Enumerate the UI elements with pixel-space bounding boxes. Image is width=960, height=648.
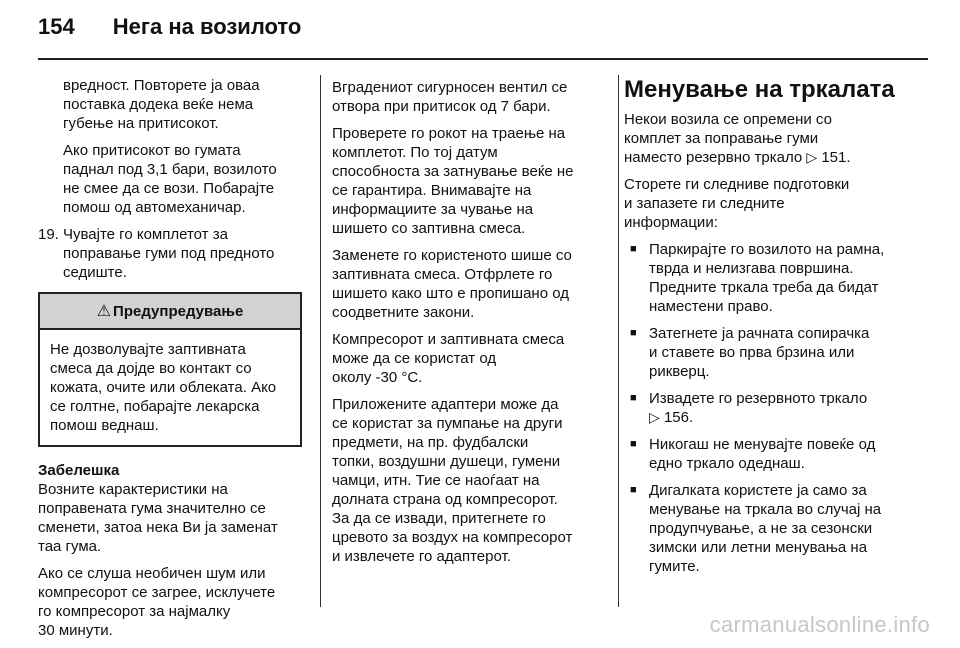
right-column <box>624 76 904 584</box>
temperature-paragraph: Компресорот и заптивната смеса може да се користат од околу -30 °C. <box>332 331 565 386</box>
column-divider-left <box>320 75 321 607</box>
valve-paragraph: Вградениот сигурносен вентил се отвора при притисок од 7 бари. <box>332 79 568 115</box>
step-text: Чувајте го комплетот за поправање гуми под предното седиште. <box>63 226 275 281</box>
warning-box <box>38 292 302 447</box>
header-divider <box>38 58 928 60</box>
watermark: carmanualsonline.info <box>709 612 930 637</box>
page-header <box>38 14 301 50</box>
preparation-paragraph: Сторете ги следниве подготовки и запазете ги следните информации: <box>624 176 850 231</box>
bullet-square-icon: ■ <box>630 327 637 339</box>
left-column <box>38 76 306 648</box>
page-reference-icon: ▷ <box>806 149 818 165</box>
bullet-square-icon: ■ <box>630 392 637 404</box>
note-paragraph-1: Возните карактеристики на поправената гума значително се сменети, затоа нека Ви ја заменат таа гума. <box>38 481 278 555</box>
note-title: Забелешка <box>38 462 120 479</box>
section-title: Менување на тркалата <box>624 76 895 103</box>
step-number: 19. <box>38 226 59 243</box>
replace-bottle-paragraph: Заменете го користеното шише со заптивната смеса. Отфрлете го шишето како што е пропишано од соодветните закони. <box>332 247 572 321</box>
warning-text: Не дозволувајте заптивната смеса да дојде во контакт со кожата, очите или облеката. Ако се голтне, побарајте лекарска помош веднаш. <box>50 341 277 434</box>
list-item: ■ Паркирајте го возилото на рамна, тврда и нелизгава површина. Предните тркала треба да бидат наместени право. <box>624 240 904 316</box>
step-19 <box>38 225 306 282</box>
expiry-paragraph: Проверете го рокот на траење на комплетот. По тој датум способноста за затнување веќе не се гарантира. Внимавајте на информациите за чување на шишето со заптивна смеса. <box>332 125 574 237</box>
page-title: Нега на возилото <box>112 14 302 39</box>
warning-icon: ⚠ <box>96 303 112 320</box>
warning-header <box>40 294 300 330</box>
list-item: ■ Дигалката користете ја само за менување на тркала во случај на продупчување, а не за сезонски зимски или летни менувања на гумите. <box>624 481 904 576</box>
adapters-paragraph: Приложените адаптери може да се користат за пумпање на други предмети, на пр. фудбалски топки, воздушни душеци, гумени чамци, итн. Тие се наоѓаат на долната страна од компресорот. За да се извади, притегнете го цревото за воздух на компресорот и извлечете го адаптерот. <box>332 396 573 565</box>
list-item: ■ Извадете го резервното тркало ▷ 156. <box>624 389 904 427</box>
middle-column <box>332 78 604 574</box>
page-reference-link[interactable]: 156. <box>663 409 694 426</box>
note-paragraph-2: Ако се слуша необичен шум или компресорот се загрее, исклучете го компресорот за најмалку 30 минути. <box>38 565 276 639</box>
bullet-square-icon: ■ <box>630 438 637 450</box>
warning-title: Предупредување <box>113 303 244 320</box>
page-reference-icon: ▷ <box>649 409 660 425</box>
intro-paragraph: Некои возила се опремени со комплет за поправање гуми наместо резервно тркало ▷ 151. <box>624 111 851 166</box>
column-divider-right <box>618 75 619 607</box>
page-reference-link[interactable]: 151. <box>821 149 851 166</box>
continued-paragraph: вредност. Повторете ја оваа поставка додека веќе нема губење на притисокот. <box>63 77 260 132</box>
bullet-square-icon: ■ <box>630 484 637 496</box>
pressure-paragraph: Ако притисокот во гумата паднал под 3,1 бари, возилото не смее да се вози. Побарајте помош од автомеханичар. <box>63 142 277 216</box>
list-item: ■ Затегнете ја рачната сопирачка и ставете во прва брзина или рикверц. <box>624 324 904 381</box>
page-number: 154 <box>38 14 75 39</box>
bullet-square-icon: ■ <box>630 243 637 255</box>
list-item: ■ Никогаш не менувајте повеќе од едно тркало одеднаш. <box>624 435 904 473</box>
